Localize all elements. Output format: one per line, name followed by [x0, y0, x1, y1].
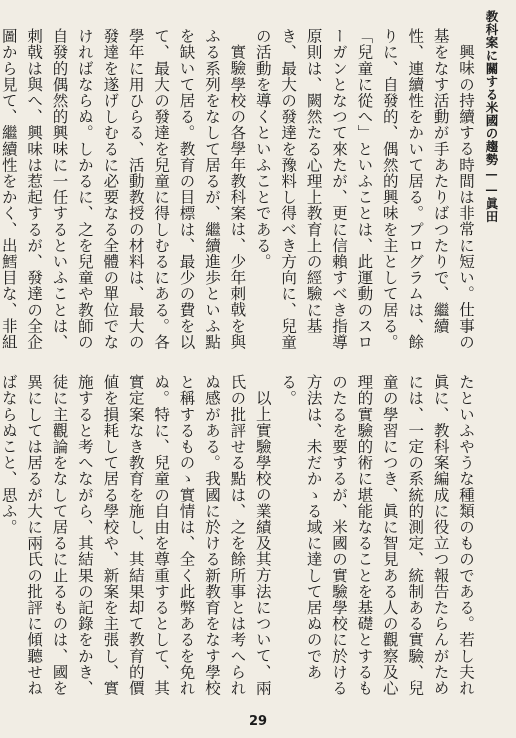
page-number: 29: [248, 714, 268, 729]
upper-text-block: [0, 28, 478, 358]
paragraph: 以上實驗學校の業績及其方法について、兩氏の批評せる點は、之を餘所事とは考へられぬ感がある。我國に於ける新教育をなす學校と稱するものゝ實情は、全く此弊あるを免れぬ。特に、兒童の自由を尊重するとして、其實定案なき教育を施し、其結果却て教育的價値を損耗して居る學校や、新案を主張し、實施すると考へながら、其結果の記錄をかき、徒に主觀論をなして居るに止るものは、國を異にしては居るが大に兩氏の批評に傾聽せねばならぬこと、思ふ。: [0, 374, 272, 696]
paragraph: 實驗學校の各學年教科案は、少年刺戟を與ふる系列をなして居るが、繼續進歩といふ點を缺いて居る。教育の目標は、最少の費を以て、最大の發達を兒童に得しむるにある。各學年に用ひらる、活動教授の材料は、最大の發達を遂げしむるに必要なる全體の單位でなければならぬ。しかるに、之を兒童や教師の自發的偶然的興味に一任するといふことは、刺戟は與へ、興味は惹起するが、發達の全企圖から見て、繼續性をかく、出鱈目な、非組: [0, 28, 247, 350]
running-header: 教科案に關する米國の趨勢——眞田: [484, 10, 499, 223]
paragraph: たといふやうな種類のものである。若し夫れ眞に、教科案編成に役立つ報告たらんがためには、一定の系統的測定、統制ある實驗、兒童の學習につき、眞に智見ある人の觀察及心理的實驗的術に堪能なることを基礎とするものたるを要するが、米國の實驗學校に於ける方法は、未だかゝる域に達して居ぬのである。: [279, 374, 475, 696]
lower-text-block: [0, 374, 478, 706]
paragraph: 興味の持續する時間は非常に短い。仕事の基をなす活動が手あたりばつたりで、繼續性、連續性をかいて居る。プログラムは、餘りに、自發的、偶然的興味を主として居る。「兒童に從へ」といふことは、此運動のスローガンとなつて來たが、更に信賴すべき指導原則は、闕然たる心理上教育上の經驗に基き、最大の發達を豫料し得べき方向に、兒童の活動を導くといふことである。: [253, 28, 475, 350]
